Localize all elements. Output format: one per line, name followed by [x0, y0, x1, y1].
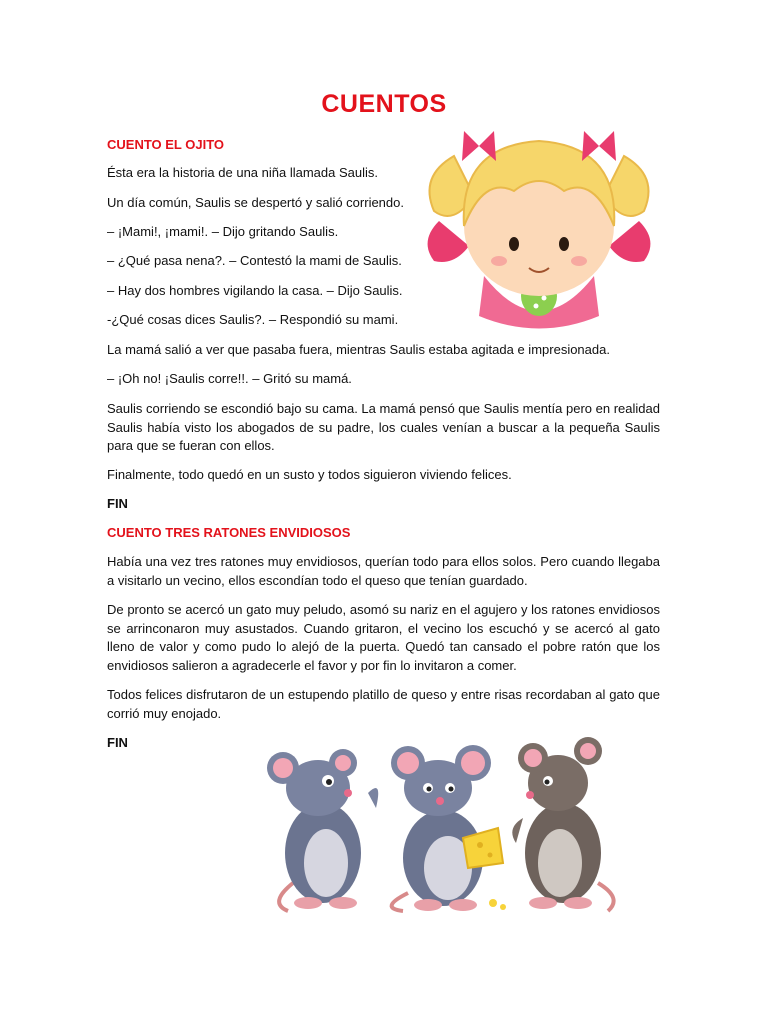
story1-end: FIN [107, 496, 128, 511]
story1-paragraph: – ¡Mami!, ¡mami!. – Dijo gritando Saulis. [107, 224, 339, 239]
story1-paragraph: Finalmente, todo quedó en un susto y todos siguieron viviendo felices. [107, 467, 512, 482]
story1-paragraph: -¿Qué cosas dices Saulis?. – Respondió su mami. [107, 312, 399, 327]
three-mice-illustration [258, 733, 628, 913]
page-title: CUENTOS [321, 90, 447, 118]
girl-illustration [414, 116, 664, 336]
story1-paragraph: Un día común, Saulis se despertó y salió corriendo. [107, 195, 404, 210]
story2-heading: CUENTO TRES RATONES ENVIDIOSOS [107, 525, 351, 540]
story2-paragraph: Todos felices disfrutaron de un estupendo platillo de queso y entre risas recordaban al gato que corrió muy enojado. [107, 687, 660, 721]
mouse-right [512, 737, 613, 911]
mouse-left [267, 749, 378, 911]
story1-paragraph: La mamá salió a ver que pasaba fuera, mientras Saulis estaba agitada e impresionada. [107, 342, 610, 357]
story1-paragraph: – Hay dos hombres vigilando la casa. – Dijo Saulis. [107, 283, 403, 298]
story1-paragraph: Saulis corriendo se escondió bajo su cama. La mamá pensó que Saulis mentía pero en realidad Saulis había visto los abogados de su padre, los cuales venían a buscar a la pequeña Saulis para que se fueran con ellos. [107, 401, 660, 453]
story1-paragraph: Ésta era la historia de una niña llamada Saulis. [107, 165, 378, 180]
story2-paragraph: Había una vez tres ratones muy envidiosos, querían todo para ellos solos. Pero cuando llegaba a visitarlo un vecino, ellos escondían todo el queso que tenían guardado. [107, 554, 660, 588]
story2-end: FIN [107, 735, 128, 750]
mouse-middle [391, 745, 506, 911]
story1-paragraph: – ¡Oh no! ¡Saulis corre!!. – Gritó su mamá. [107, 371, 352, 386]
story1-heading: CUENTO EL OJITO [107, 137, 225, 152]
story2-paragraph: De pronto se acercó un gato muy peludo, asomó su nariz en el agujero y los ratones envidiosos se arrinconaron muy asustados. Cuando gritaron, el vecino los escuchó y se acercó al gato lleno de valor y como pudo lo alejó de la puerta. Quedó tan cansado el pobre ratón que los envidiosos salieron a agradecerle el favor y por fin lo invitaron a comer. [107, 602, 660, 673]
story1-paragraph: – ¿Qué pasa nena?. – Contestó la mami de Saulis. [107, 253, 402, 268]
